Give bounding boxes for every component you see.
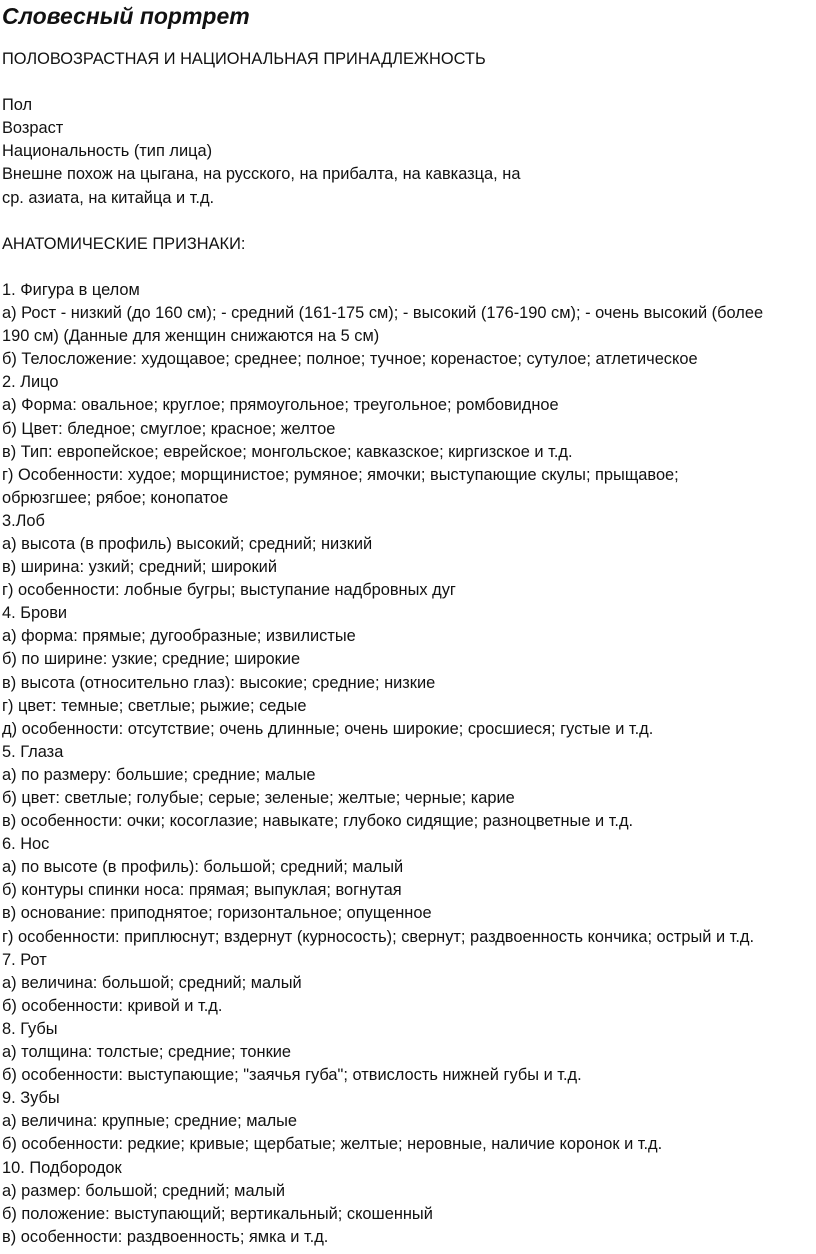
anatomic-lines (2, 279, 814, 1249)
text-line: 1. Фигура в целом (2, 280, 140, 299)
text-line: б) контуры спинки носа: прямая; выпуклая; вогнутая (2, 881, 402, 900)
text-line: в) ширина: узкий; средний; широкий (2, 558, 277, 577)
text-line: Возраст (2, 119, 64, 138)
text-line: а) Форма: овальное; круглое; прямоугольное; треугольное; ромбовидное (2, 396, 559, 415)
text-line: Внешне похож на цыгана, на русского, на прибалта, на кавказца, на (2, 165, 521, 184)
section-heading-anatomic: АНАТОМИЧЕСКИЕ ПРИЗНАКИ: (2, 234, 246, 253)
document-title: Словесный портрет (2, 3, 250, 29)
spacer (2, 31, 814, 48)
text-line: 4. Брови (2, 604, 68, 623)
text-line: г) цвет: темные; светлые; рыжие; седые (2, 696, 307, 715)
general-lines (2, 94, 814, 209)
text-line: в) особенности: раздвоенность; ямка и т.д. (2, 1227, 329, 1246)
text-line: ср. азиата, на китайца и т.д. (2, 188, 215, 207)
text-line: а) высота (в профиль) высокий; средний; низкий (2, 534, 373, 553)
text-line: 190 см) (Данные для женщин снижаются на 5 см) (2, 327, 380, 346)
text-line: 8. Губы (2, 1019, 58, 1038)
text-line: б) Цвет: бледное; смуглое; красное; желтое (2, 419, 336, 438)
spacer (2, 71, 814, 94)
text-line: 3.Лоб (2, 511, 45, 530)
text-line: 7. Рот (2, 950, 47, 969)
text-line: б) особенности: кривой и т.д. (2, 996, 223, 1015)
text-line: б) особенности: выступающие; "заячья губа"; отвислость нижней губы и т.д. (2, 1066, 582, 1085)
spacer (2, 256, 814, 279)
text-line: а) Рост - низкий (до 160 см); - средний (161-175 см); - высокий (176-190 см); - очень высокий (более (2, 304, 764, 323)
section-heading-general: ПОЛОВОЗРАСТНАЯ И НАЦИОНАЛЬНАЯ ПРИНАДЛЕЖНОСТЬ (2, 50, 486, 68)
text-line: в) основание: приподнятое; горизонтальное; опущенное (2, 904, 432, 923)
text-line: обрюзгшее; рябое; конопатое (2, 488, 229, 507)
text-line: б) положение: выступающий; вертикальный; скошенный (2, 1204, 433, 1223)
text-line: г) особенности: лобные бугры; выступание надбровных дуг (2, 581, 456, 600)
text-line: б) Телосложение: худощавое; среднее; полное; тучное; коренастое; сутулое; атлетическое (2, 350, 698, 369)
text-line: а) размер: большой; средний; малый (2, 1181, 286, 1200)
text-line: а) форма: прямые; дугообразные; извилистые (2, 627, 356, 646)
text-line: б) особенности: редкие; кривые; щербатые; желтые; неровные, наличие коронок и т.д. (2, 1135, 663, 1154)
text-line: б) по ширине: узкие; средние; широкие (2, 650, 301, 669)
text-line: д) особенности: отсутствие; очень длинные; очень широкие; сросшиеся; густые и т.д. (2, 719, 654, 738)
text-line: г) особенности: приплюснут; вздернут (курносость); свернут; раздвоенность кончика; острый и т.д. (2, 927, 755, 946)
text-line: г) Особенности: худое; морщинистое; румяное; ямочки; выступающие скулы; прыщавое; (2, 465, 679, 484)
text-line: 6. Нос (2, 835, 50, 854)
text-line: а) величина: крупные; средние; малые (2, 1112, 298, 1131)
document-page (2, 0, 814, 1249)
text-line: б) цвет: светлые; голубые; серые; зеленые; желтые; черные; карие (2, 789, 515, 807)
text-line: Пол (2, 96, 33, 115)
text-line: в) высота (относительно глаз): высокие; средние; низкие (2, 673, 436, 692)
text-line: в) особенности: очки; косоглазие; навыкате; глубоко сидящие; разноцветные и т.д. (2, 812, 634, 831)
text-line: Национальность (тип лица) (2, 142, 213, 161)
text-line: а) величина: большой; средний; малый (2, 973, 302, 992)
text-line: 10. Подбородок (2, 1158, 122, 1177)
text-line: а) толщина: толстые; средние; тонкие (2, 1043, 292, 1062)
text-line: 2. Лицо (2, 373, 59, 392)
text-line: 5. Глаза (2, 742, 64, 761)
text-line: а) по высоте (в профиль): большой; средний; малый (2, 858, 404, 877)
text-line: а) по размеру: большие; средние; малые (2, 765, 316, 784)
spacer (2, 210, 814, 233)
text-line: 9. Зубы (2, 1089, 60, 1108)
text-line: в) Тип: европейское; еврейское; монгольское; кавказское; киргизское и т.д. (2, 442, 573, 461)
